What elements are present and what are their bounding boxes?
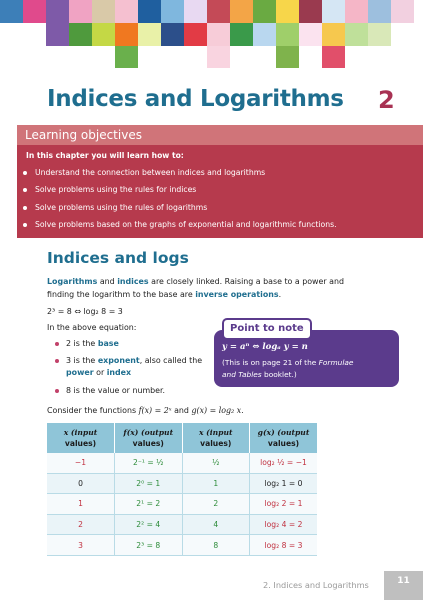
table-cell: 0: [47, 473, 115, 494]
text: finding the logarithm to the base are: [47, 290, 196, 299]
text: .: [278, 290, 282, 299]
mosaic-tile: [276, 23, 299, 46]
objective-item: Solve problems using the rules of logarithms: [35, 203, 208, 212]
header-x-input: [182, 423, 250, 453]
table-cell: 2¹ = 2: [115, 494, 183, 515]
mosaic-tile: [138, 23, 161, 46]
table-cell: 2⁰ = 1: [115, 473, 183, 494]
header-text: values): [132, 439, 164, 448]
text: and: [171, 406, 192, 415]
footer-chapter-label: 2. Indices and Logarithms: [263, 580, 369, 590]
mosaic-tile: [322, 23, 345, 46]
table-cell: 2: [47, 514, 115, 535]
objectives-intro: In this chapter you will learn how to:: [26, 151, 184, 160]
mosaic-tile: [161, 0, 184, 23]
mosaic-tile: [46, 0, 69, 23]
table-cell: 2³ = 8: [115, 535, 183, 556]
table-cell: −1: [47, 453, 115, 473]
header-text: values): [64, 439, 97, 448]
mosaic-tile: [345, 23, 368, 46]
header-text: values): [267, 439, 300, 448]
header-text: x (input: [63, 428, 98, 437]
example-equation: 2³ = 8 ⇔ log₂ 8 = 3: [47, 307, 123, 316]
text: (This is on page 21 of the: [222, 358, 319, 367]
header-x-input: [47, 423, 115, 453]
keyword-exponent: exponent: [97, 356, 140, 365]
learning-objectives-heading: Learning objectives: [17, 125, 423, 145]
mosaic-tile: [230, 0, 253, 23]
table-cell: 4: [182, 514, 250, 535]
chapter-title: Indices and Logarithms: [47, 86, 344, 112]
table-row: [47, 535, 317, 556]
mosaic-tile: [23, 0, 46, 23]
text: booklet.): [261, 370, 297, 379]
table-cell: log₂ 8 = 3: [250, 535, 318, 556]
keyword-logarithms: Logarithms: [47, 277, 98, 286]
keyword-inverse-operations: inverse operations: [195, 290, 279, 299]
function-f: f(x) = 2ˣ: [138, 406, 172, 415]
text: , also called the: [139, 356, 203, 365]
mosaic-tile: [138, 0, 161, 23]
values-table: [47, 423, 317, 556]
mosaic-tile: [391, 0, 414, 23]
page-number: 11: [384, 571, 423, 600]
mosaic-tile: [207, 0, 230, 23]
header-text: f(x) (output: [123, 428, 174, 437]
note-text-line1: [222, 358, 353, 367]
mosaic-tile: [0, 0, 23, 23]
intro-paragraph-line1: [47, 277, 344, 286]
table-row: [47, 453, 317, 473]
mosaic-tile: [184, 23, 207, 46]
text: are closely linked. Raising a base to a power and: [148, 277, 344, 286]
table-cell: log₂ 2 = 1: [250, 494, 318, 515]
text: .: [241, 406, 244, 415]
text: 3 is the: [66, 356, 98, 365]
table-cell: log₂ ½ = −1: [250, 453, 318, 473]
table-cell: 2⁻¹ = ½: [115, 453, 183, 473]
table-cell: ½: [182, 453, 250, 473]
mosaic-tile: [368, 0, 391, 23]
table-cell: 1: [182, 473, 250, 494]
mosaic-tile: [345, 0, 368, 23]
header-g-output: [250, 423, 318, 453]
table-row: [47, 473, 317, 494]
table-row: [47, 494, 317, 515]
table-row: [47, 514, 317, 535]
mosaic-tile: [115, 23, 138, 46]
text: and Tables: [222, 370, 262, 379]
keyword-index: index: [106, 368, 132, 377]
decorative-mosaic-banner: [0, 0, 423, 78]
objective-item: Solve problems based on the graphs of exponential and logarithmic functions.: [35, 220, 337, 229]
mosaic-tile: [207, 46, 230, 68]
equation-caption: In the above equation:: [47, 323, 137, 332]
mosaic-tile: [92, 23, 115, 46]
bullet-base: [66, 339, 119, 348]
function-g: g(x) = log₂ x: [191, 406, 242, 415]
mosaic-tile: [322, 0, 345, 23]
mosaic-tile: [184, 0, 207, 23]
text: 2 is the: [66, 339, 98, 348]
mosaic-tile: [368, 23, 391, 46]
mosaic-tile: [69, 23, 92, 46]
bullet-exponent-continued: [66, 368, 131, 377]
mosaic-tile: [253, 23, 276, 46]
keyword-power: power: [66, 368, 94, 377]
mosaic-tile: [230, 23, 253, 46]
mosaic-tile: [253, 0, 276, 23]
bullet-exponent: [66, 356, 202, 365]
keyword-base: base: [97, 339, 119, 348]
mosaic-tile: [115, 0, 138, 23]
note-text-line2: [222, 370, 297, 379]
header-text: values): [200, 439, 232, 448]
table-cell: log₂ 4 = 2: [250, 514, 318, 535]
table-cell: 2² = 4: [115, 514, 183, 535]
mosaic-tile: [46, 23, 69, 46]
mosaic-tile: [115, 46, 138, 68]
table-cell: 2: [182, 494, 250, 515]
table-cell: 3: [47, 535, 115, 556]
point-to-note-tag: Point to note: [222, 318, 312, 340]
chapter-number: 2: [378, 86, 395, 114]
learning-objectives-box: [17, 145, 423, 238]
table-cell: 1: [47, 494, 115, 515]
mosaic-tile: [207, 23, 230, 46]
mosaic-tile: [276, 46, 299, 68]
objective-item: Solve problems using the rules for indices: [35, 185, 197, 194]
text: and: [97, 277, 118, 286]
text: Formulae: [318, 358, 354, 367]
mosaic-tile: [322, 46, 345, 68]
table-header-row: [47, 423, 317, 453]
mosaic-tile: [299, 23, 322, 46]
text: or: [93, 368, 107, 377]
mosaic-tile: [69, 0, 92, 23]
mosaic-tile: [161, 23, 184, 46]
header-text: x (input: [198, 428, 233, 437]
mosaic-tile: [276, 0, 299, 23]
consider-functions-line: [47, 406, 244, 415]
bullet-value: 8 is the value or number.: [66, 386, 166, 395]
header-text: g(x) (output: [257, 428, 310, 437]
table-cell: 8: [182, 535, 250, 556]
header-f-output: [115, 423, 183, 453]
mosaic-tile: [92, 0, 115, 23]
mosaic-tile: [299, 0, 322, 23]
table-cell: log₂ 1 = 0: [250, 473, 318, 494]
objective-item: Understand the connection between indices and logarithms: [35, 168, 266, 177]
keyword-indices: indices: [117, 277, 149, 286]
text: Consider the functions: [47, 406, 139, 415]
section-title: Indices and logs: [47, 249, 189, 267]
intro-paragraph-line2: [47, 290, 281, 299]
note-equation: y = aⁿ ⇔ logₐ y = n: [222, 342, 308, 352]
